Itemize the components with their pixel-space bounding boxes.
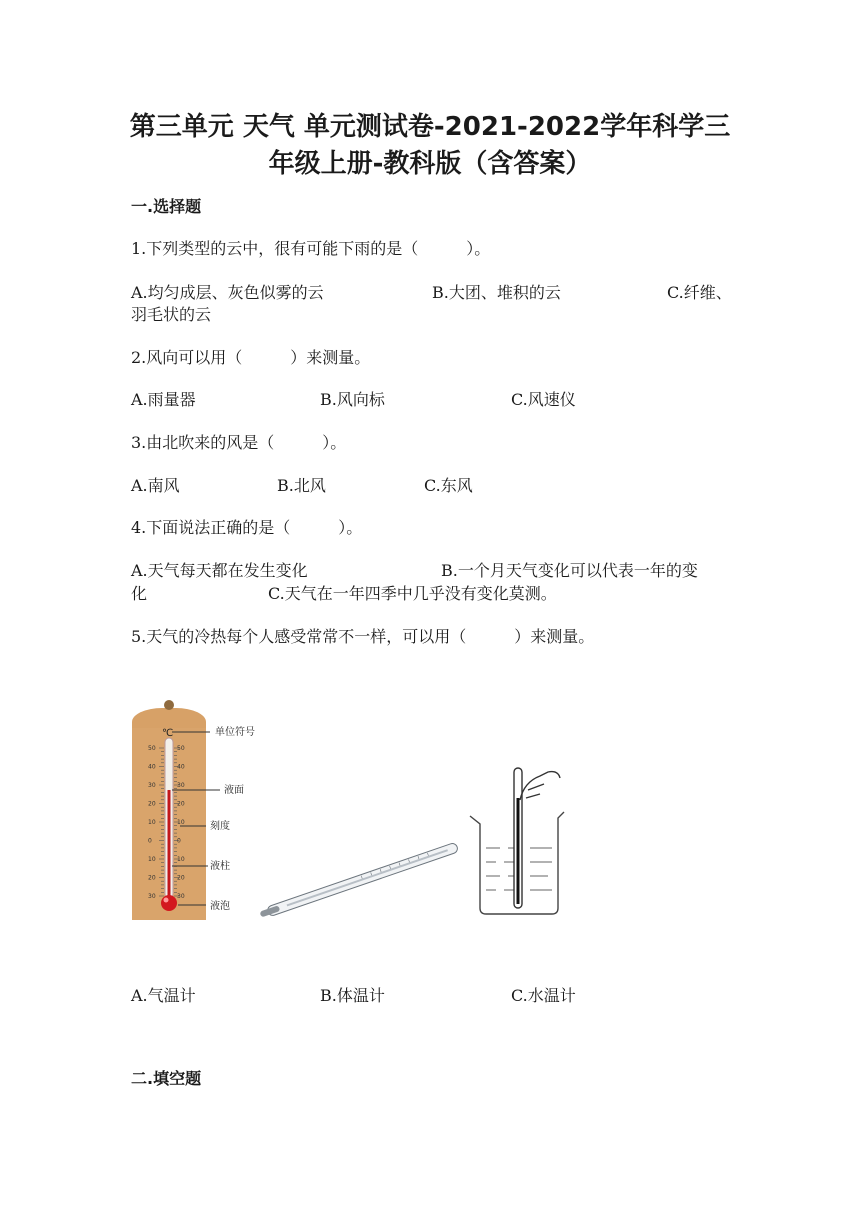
scale-right-label: 50 <box>177 745 185 752</box>
scale-right-label: 30 <box>177 782 185 789</box>
water-thermometer-beaker-image <box>470 768 564 914</box>
thermometers-figure <box>128 698 588 928</box>
question-4-option-a: A.天气每天都在发生变化 <box>131 561 308 580</box>
question-5-option-b: B.体温计 <box>320 986 385 1005</box>
scale-left-label: 20 <box>148 874 156 882</box>
label-liquid-bulb: 液泡 <box>210 901 230 912</box>
question-1-option-a: A.均匀成层、灰色似雾的云 <box>131 283 324 302</box>
label-unit-symbol: 单位符号 <box>215 727 255 738</box>
page-title-line-1: 第三单元 天气 单元测试卷-2021-2022学年科学三 <box>129 112 731 142</box>
question-5-stem: 5.天气的冷热每个人感受常常不一样，可以用（ ）来测量。 <box>131 627 595 646</box>
air-thermometer-image <box>132 700 206 920</box>
question-3-option-a: A.南风 <box>131 476 180 495</box>
question-3-option-c: C.东风 <box>424 476 473 495</box>
scale-right-label: 20 <box>177 874 185 882</box>
scale-left-label: 30 <box>148 893 156 900</box>
scale-right-label: 20 <box>177 800 185 808</box>
label-liquid-surface: 液面 <box>224 785 244 796</box>
question-2-option-a: A.雨量器 <box>131 390 196 409</box>
scale-left-label: 40 <box>148 763 156 771</box>
question-5-option-c: C.水温计 <box>511 986 576 1005</box>
scale-right-label: 10 <box>177 856 185 863</box>
scale-right-label: 40 <box>177 763 185 771</box>
celsius-symbol: ℃ <box>162 728 174 739</box>
question-3-option-b: B.北风 <box>277 476 326 495</box>
question-4-option-b-wrap: 化 <box>131 584 148 603</box>
question-5-option-a: A.气温计 <box>131 986 196 1005</box>
question-4-option-c: C.天气在一年四季中几乎没有变化莫测。 <box>268 584 557 603</box>
section-heading-fill-in: 二.填空题 <box>131 1069 202 1088</box>
scale-right-label: 30 <box>177 893 185 900</box>
scale-left-label: 30 <box>148 782 156 789</box>
question-1-option-b: B.大团、堆积的云 <box>432 283 561 302</box>
label-scale: 刻度 <box>210 821 230 832</box>
question-1-option-c-wrap: 羽毛状的云 <box>131 305 212 324</box>
question-1-option-c: C.纤维、 <box>667 283 732 302</box>
question-1-stem: 1.下列类型的云中，很有可能下雨的是（ ）。 <box>131 239 491 258</box>
scale-left-label: 50 <box>148 745 156 752</box>
section-heading-choice: 一.选择题 <box>131 197 202 216</box>
scale-left-label: 0 <box>148 837 152 845</box>
page-title-line-2: 年级上册-教科版（含答案） <box>268 149 592 179</box>
question-3-stem: 3.由北吹来的风是（ ）。 <box>131 433 347 452</box>
scale-left-label: 20 <box>148 800 156 808</box>
label-liquid-column: 液柱 <box>210 861 230 872</box>
scale-left-label: 10 <box>148 856 156 863</box>
question-4-stem: 4.下面说法正确的是（ ）。 <box>131 518 363 537</box>
clinical-thermometer-image <box>259 842 459 919</box>
question-2-option-c: C.风速仪 <box>511 390 576 409</box>
scale-right-label: 10 <box>177 819 185 826</box>
question-4-option-b: B.一个月天气变化可以代表一年的变 <box>441 561 698 580</box>
question-2-option-b: B.风向标 <box>320 390 385 409</box>
question-2-stem: 2.风向可以用（ ）来测量。 <box>131 348 371 367</box>
scale-right-label: 0 <box>177 837 181 845</box>
scale-left-label: 10 <box>148 819 156 826</box>
